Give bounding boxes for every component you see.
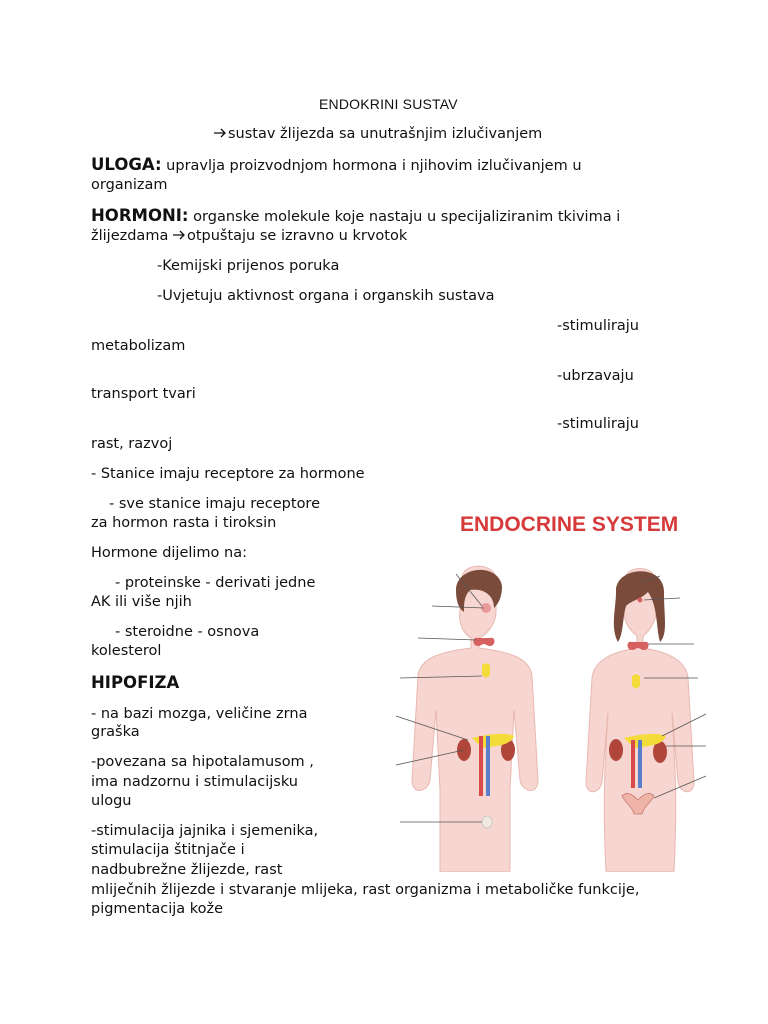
- endocrine-system-figure: [360, 500, 710, 872]
- stimulacija-e: pigmentacija kože: [91, 901, 224, 917]
- uloga-label: ULOGA:: [91, 155, 162, 174]
- arrow-right-icon: [214, 128, 227, 138]
- stimulacija-b: stimulacija štitnjače i: [91, 842, 245, 858]
- hormoni-text: organske molekule koje nastaju u specijaliziranim tkivima i: [188, 209, 621, 225]
- female-brain-gland: [638, 598, 643, 603]
- hormoni-label: HORMONI:: [91, 206, 189, 225]
- povezana-c: ulogu: [91, 793, 132, 809]
- uloga-line: [91, 155, 582, 176]
- proteinske-b: AK ili više njih: [91, 594, 192, 610]
- stim-metabolizam-a: -stimuliraju: [557, 318, 639, 334]
- stim-rast-b: rast, razvoj: [91, 436, 173, 452]
- uloga-text: upravlja proizvodnjom hormona i njihovim izlučivanjem u: [161, 158, 582, 174]
- stimulacija-d: mliječnih žlijezde i stvaranje mlijeka, rast organizma i metaboličke funkcije,: [91, 882, 640, 898]
- povezana-b: ima nadzornu i stimulacijsku: [91, 774, 298, 790]
- uloga-text-cont: organizam: [91, 177, 168, 193]
- stim-metabolizam-b: metabolizam: [91, 338, 186, 354]
- male-testes: [482, 816, 492, 828]
- steroidne-a: - steroidne - osnova: [115, 624, 260, 640]
- sve-stanice-b: za hormon rasta i tiroksin: [91, 515, 277, 531]
- bullet-kemijski: -Kemijski prijenos poruka: [157, 258, 340, 274]
- bullet-uvjetuju: -Uvjetuju aktivnost organa i organskih sustava: [157, 288, 495, 304]
- steroidne-b: kolesterol: [91, 643, 162, 659]
- stimulacija-a: -stimulacija jajnika i sjemenika,: [91, 823, 319, 839]
- dijelimo-line: Hormone dijelimo na:: [91, 545, 248, 561]
- male-body: [396, 566, 538, 872]
- stim-rast-a: -stimuliraju: [557, 416, 639, 432]
- hormoni-line: [91, 206, 620, 227]
- receptori-line: - Stanice imaju receptore za hormone: [91, 466, 365, 482]
- female-body: [586, 569, 706, 873]
- page-title: ENDOKRINI SUSTAV: [319, 96, 458, 112]
- subtitle-line: [214, 125, 542, 144]
- hormoni-text-2a: žlijezdama: [91, 228, 173, 244]
- stimulacija-c: nadbubrežne žlijezde, rast: [91, 862, 283, 878]
- povezana-a: -povezana sa hipotalamusom ,: [91, 754, 314, 770]
- baza-b: graška: [91, 724, 140, 740]
- male-thymus: [482, 663, 490, 678]
- female-kidney-left: [609, 739, 623, 761]
- endocrine-illustration: [360, 500, 710, 872]
- female-thymus: [632, 674, 640, 689]
- baza-a: - na bazi mozga, veličine zrna: [91, 706, 308, 722]
- figure-title: ENDOCRINE SYSTEM: [460, 513, 679, 536]
- ubrzavaju-b: transport tvari: [91, 386, 196, 402]
- hormoni-text-cont: [91, 227, 407, 246]
- ubrzavaju-a: -ubrzavaju: [557, 368, 634, 384]
- male-thyroid: [474, 638, 495, 646]
- proteinske-a: - proteinske - derivati jedne: [115, 575, 316, 591]
- sve-stanice-a: - sve stanice imaju receptore: [109, 496, 321, 512]
- subtitle-text: sustav žlijezda sa unutrašnjim izlučivanjem: [228, 126, 543, 142]
- hipofiza-heading: HIPOFIZA: [91, 673, 180, 692]
- arrow-right-icon: [173, 230, 186, 240]
- hormoni-text-2b: otpuštaju se izravno u krvotok: [186, 228, 408, 244]
